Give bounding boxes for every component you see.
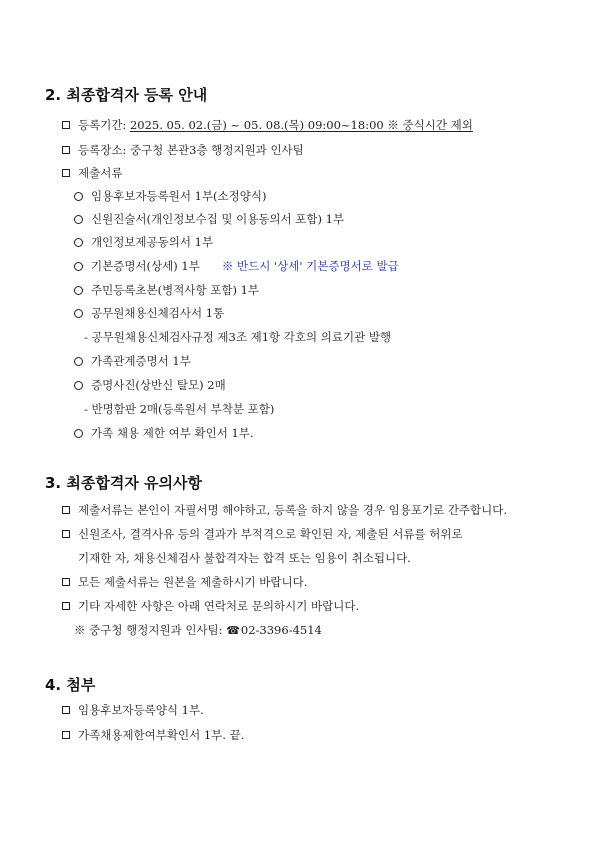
square-bullet-icon: [62, 706, 70, 714]
phone-icon: ☎: [226, 624, 240, 637]
square-bullet-icon: [62, 506, 70, 514]
doc-subitem: - 반명함판 2매(등록원서 부착분 포함): [84, 402, 275, 416]
square-bullet-icon: [62, 121, 70, 129]
registration-period-value: 2025. 05. 02.(금) ~ 05. 08.(목) 09:00~18:00 ※ 중식시간 제외: [129, 118, 473, 132]
contact-line: ※ 중구청 행정지원과 인사팀: ☎02-3396-4514: [74, 623, 322, 637]
attachment-item: 가족채용제한여부확인서 1부. 끝.: [62, 727, 244, 743]
circle-bullet-icon: [74, 309, 83, 318]
circle-bullet-icon: [74, 262, 83, 271]
doc-item: 가족 채용 제한 여부 확인서 1부.: [74, 425, 254, 441]
circle-bullet-icon: [74, 215, 83, 224]
notice-item: 기타 자세한 사항은 아래 연락처로 문의하시기 바랍니다.: [62, 598, 359, 614]
square-bullet-icon: [62, 602, 70, 610]
section-3-title: 3. 최종합격자 유의사항: [45, 474, 202, 492]
notice-item-continued: 기재한 자, 채용신체검사 불합격자는 합격 또는 임용이 취소됩니다.: [78, 551, 411, 565]
square-bullet-icon: [62, 146, 70, 154]
doc-item: 기본증명서(상세) 1부 ※ 반드시 '상세' 기본증명서로 발급: [74, 258, 399, 274]
notice-item: 모든 제출서류는 원본을 제출하시기 바랍니다.: [62, 574, 307, 590]
doc-item: 신원진술서(개인정보수집 및 이용동의서 포함) 1부: [74, 211, 344, 227]
square-bullet-icon: [62, 731, 70, 739]
circle-bullet-icon: [74, 238, 83, 247]
doc-item: 가족관계증명서 1부: [74, 353, 191, 369]
square-bullet-icon: [62, 169, 70, 177]
circle-bullet-icon: [74, 286, 83, 295]
doc-item: 주민등록초본(병적사항 포함) 1부: [74, 282, 259, 298]
square-bullet-icon: [62, 578, 70, 586]
registration-period: 등록기간: 2025. 05. 02.(금) ~ 05. 08.(목) 09:00~18:00 ※ 중식시간 제외: [62, 117, 473, 133]
attachment-item: 임용후보자등록양식 1부.: [62, 702, 204, 718]
doc-item: 공무원채용신체검사서 1통: [74, 305, 224, 321]
doc-subitem: - 공무원채용신체검사규정 제3조 제1항 각호의 의료기관 발행: [84, 330, 392, 344]
registration-place: 등록장소: 중구청 본관3층 행정지원과 인사팀: [62, 142, 304, 158]
notice-item: 신원조사, 결격사유 등의 결과가 부적격으로 확인된 자, 제출된 서류를 허위로: [62, 526, 463, 542]
doc-note-blue: ※ 반드시 '상세' 기본증명서로 발급: [221, 259, 399, 273]
doc-item: 개인정보제공동의서 1부: [74, 234, 213, 250]
circle-bullet-icon: [74, 192, 83, 201]
circle-bullet-icon: [74, 357, 83, 366]
documents-label: 제출서류: [62, 165, 122, 181]
doc-item: 임용후보자등록원서 1부(소정양식): [74, 188, 266, 204]
square-bullet-icon: [62, 530, 70, 538]
notice-item: 제출서류는 본인이 자필서명 해야하고, 등록을 하지 않을 경우 임용포기로 간주합니다.: [62, 502, 507, 518]
section-2-title: 2. 최종합격자 등록 안내: [45, 86, 208, 104]
circle-bullet-icon: [74, 381, 83, 390]
doc-item: 증명사진(상반신 탈모) 2매: [74, 377, 226, 393]
section-4-title: 4. 첨부: [45, 676, 96, 694]
contact-phone: 02-3396-4514: [240, 623, 322, 637]
circle-bullet-icon: [74, 429, 83, 438]
